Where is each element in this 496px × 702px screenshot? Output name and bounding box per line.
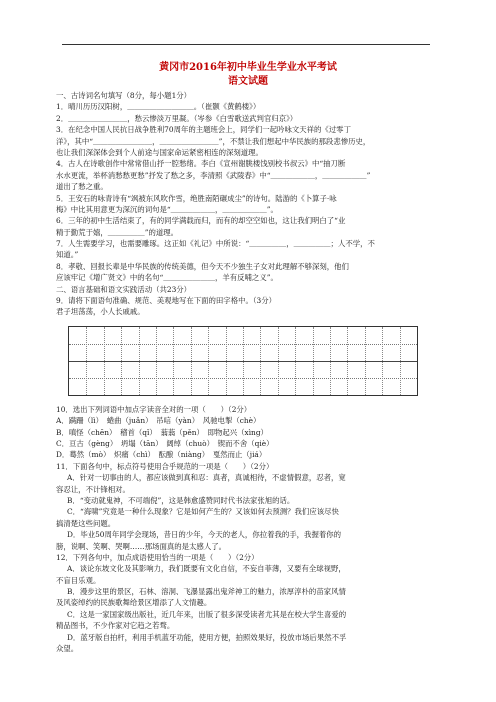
option-c-cont: 搞清楚这些问题。 xyxy=(56,518,116,528)
question-8: 8．孝敬、回报长辈是中华民族的传统美德，但今天不少独生子女对此理解不够深刻，他们 xyxy=(56,261,349,271)
option-b: B．“变动就鬼神，不可端倪”，这是韩愈盛赞同时代书法家张旭的话。 xyxy=(67,495,295,505)
section-heading-1: 一、古诗词名句填写（8分，每小题1分） xyxy=(56,91,192,100)
question-2: 2．＿＿＿＿＿＿＿＿，愁云惨淡万里凝。（岑参《白雪歌送武判官归京》） xyxy=(56,113,298,123)
exam-title: 黄冈市2016年初中毕业生学业水平考试 xyxy=(159,62,337,73)
question-12: 12．下列各句中，加点成语使用恰当的一项是（ ）（2分） xyxy=(56,552,259,562)
writing-grid-area xyxy=(56,318,444,404)
option-d: D．蓝牙版自拍杆，利用手机蓝牙功能，使用方便，拍照效果好，投放市场后果然不孚 xyxy=(67,632,347,642)
question-9-sentence: 君子坦荡荡，小人长戚戚。 xyxy=(56,307,145,317)
grid-column-line xyxy=(260,327,261,395)
grid-column-line xyxy=(278,327,279,395)
option-d-cont: 膀，说啊、笑啊、哭啊……那场面真的是太感人了。 xyxy=(56,541,226,551)
grid-column-line xyxy=(121,327,122,395)
option-b: B．嗔怪（chēn） 稽首（qǐ） 蓊蓊（pěn） 即物起兴（xìng） xyxy=(56,427,268,437)
question-5: 5．王安石的咏青诗有“飒被东风吹作雪，绝胜南陌碾成尘”的诗句。陆游的《卜算子·咏 xyxy=(56,193,337,203)
question-10: 10．选出下列词语中加点字读音全对的一项（ ）（2分） xyxy=(56,404,252,414)
option-a: A．谈论东坡文化及其影响力，我们既要有文化自信，不妄自菲薄，又要有全球视野， xyxy=(67,564,346,574)
question-7-cont: 知道。” xyxy=(56,250,79,260)
question-9: 9．请将下面语句准确、规范、美观地写在下面的田字格中。（3分） xyxy=(56,296,277,306)
question-1: 1．晴川历历汉阳树，＿＿＿＿＿＿＿＿＿。（崔颢《黄鹤楼》） xyxy=(56,102,261,112)
grid-column-line xyxy=(295,327,296,395)
option-c: C．亘古（gèng） 坍塌（tān） 阔绰（chuò） 锲而不舍（qiè） xyxy=(56,438,274,448)
top-rule xyxy=(62,44,430,45)
grid-column-line xyxy=(173,327,174,395)
grid-column-line xyxy=(208,327,209,395)
option-d: D．蓦然（mò） 炽痛（chì） 酝酿（niàng） 戛然而止（jiá） xyxy=(56,450,267,460)
option-a-cont: 容忍让，不计锋相对。 xyxy=(56,484,130,494)
exam-subtitle: 语文试题 xyxy=(228,76,268,87)
grid-column-line xyxy=(313,327,314,395)
question-6-cont: 精于勤荒于嬉，＿＿＿＿＿”的道理。 xyxy=(56,227,179,237)
grid-column-line xyxy=(243,327,244,395)
option-d: D．毕业50周年同学会现场，昔日的少年，今天的老人，你拉着我的手，我握着你的 xyxy=(67,530,342,540)
question-3-cont: 洋》，其中“＿＿＿＿＿＿＿＿，＿＿＿＿＿＿＿＿”，不禁让我们想起中华民族的那段悲惨历史， xyxy=(56,136,371,146)
tian-zi-grid[interactable] xyxy=(68,326,418,396)
option-b-cont: 及风姿绰约的民族歌舞给景区增添了人文情趣。 xyxy=(56,598,212,608)
grid-column-line xyxy=(400,327,401,395)
question-5-cont: 梅》中比其用意更为深沉的词句是“＿＿＿＿＿＿，＿＿＿＿＿＿”。 xyxy=(56,204,278,214)
section-heading-2: 二、语言基础和语文实践活动（共23分） xyxy=(56,284,192,294)
question-11: 11．下面各句中，标点符号使用合乎规范的一项是（ ）（2分） xyxy=(56,461,274,471)
grid-column-line xyxy=(226,327,227,395)
option-b: B．漫步这里的景区，石林、溶洞、飞瀑显露出鬼斧神工的魅力，浓厚淳朴的苗家风情 xyxy=(67,587,346,597)
question-6: 6．三年的初中生活结束了，有的同学满载而归，而有的却空空如也，这让我们明白了“业 xyxy=(56,216,346,226)
question-4-cont: 道出了愁之重。 xyxy=(56,182,108,192)
grid-column-line xyxy=(347,327,348,395)
option-c-cont: 精品图书，不少作家对它趋之若骛。 xyxy=(56,621,175,631)
grid-column-line xyxy=(139,327,140,395)
option-a: A．针对一切事由的人，都应该做到真和忍：真者，真诚相待，不虚情假意，忍者，宽 xyxy=(67,473,346,483)
question-4: 4．古人在诗歌创作中常常借山抒一腔愁绪。李白《宣州谢朓楼饯别校书叔云》中“抽刀断 xyxy=(56,159,346,169)
grid-column-line xyxy=(382,327,383,395)
option-c: C．“海啸”究竟是一种什么现象？它是如何产生的？又该如何去预测？我们应该尽快 xyxy=(67,507,339,517)
question-3: 3．在纪念中国人民抗日战争胜利70周年的主题班会上，同学们一起吟咏文天祥的《过零丁 xyxy=(56,125,351,135)
question-8-cont: 应该牢记《增广贤文》中的名句“＿＿＿＿＿＿＿，羊有反哺之义”。 xyxy=(56,273,278,283)
question-4-cont: 水水更流，举杯消愁愁更愁”抒发了愁之多，李清照《武陵春》中“＿＿＿＿＿＿，＿＿＿＿＿＿” xyxy=(56,170,371,180)
option-d-cont: 众望。 xyxy=(56,644,79,654)
exam-body xyxy=(56,90,444,654)
option-c: C．这是一家国家级出版社，近几年来，出版了很多深受读者尤其是在校大学生喜爱的 xyxy=(67,609,347,619)
question-3-cont: 也让我们深深体会到个人前途与国家命运紧密相连的深刻道理。 xyxy=(56,147,263,157)
option-a-cont: 不盲目乐观。 xyxy=(56,575,101,585)
grid-column-line xyxy=(104,327,105,395)
grid-column-line xyxy=(365,327,366,395)
question-7: 7．人生需要学习，也需要雕琢。这正如《礼记》中所说：“＿＿＿＿＿，＿＿＿＿＿；人不学，不 xyxy=(56,239,375,249)
grid-column-line xyxy=(191,327,192,395)
grid-column-line xyxy=(156,327,157,395)
grid-column-line xyxy=(86,327,87,395)
grid-column-line xyxy=(330,327,331,395)
option-a: A．蹒跚（lì） 蜷曲（juǎn） 吊唁（yàn） 风驰电掣（chè） xyxy=(56,416,261,426)
